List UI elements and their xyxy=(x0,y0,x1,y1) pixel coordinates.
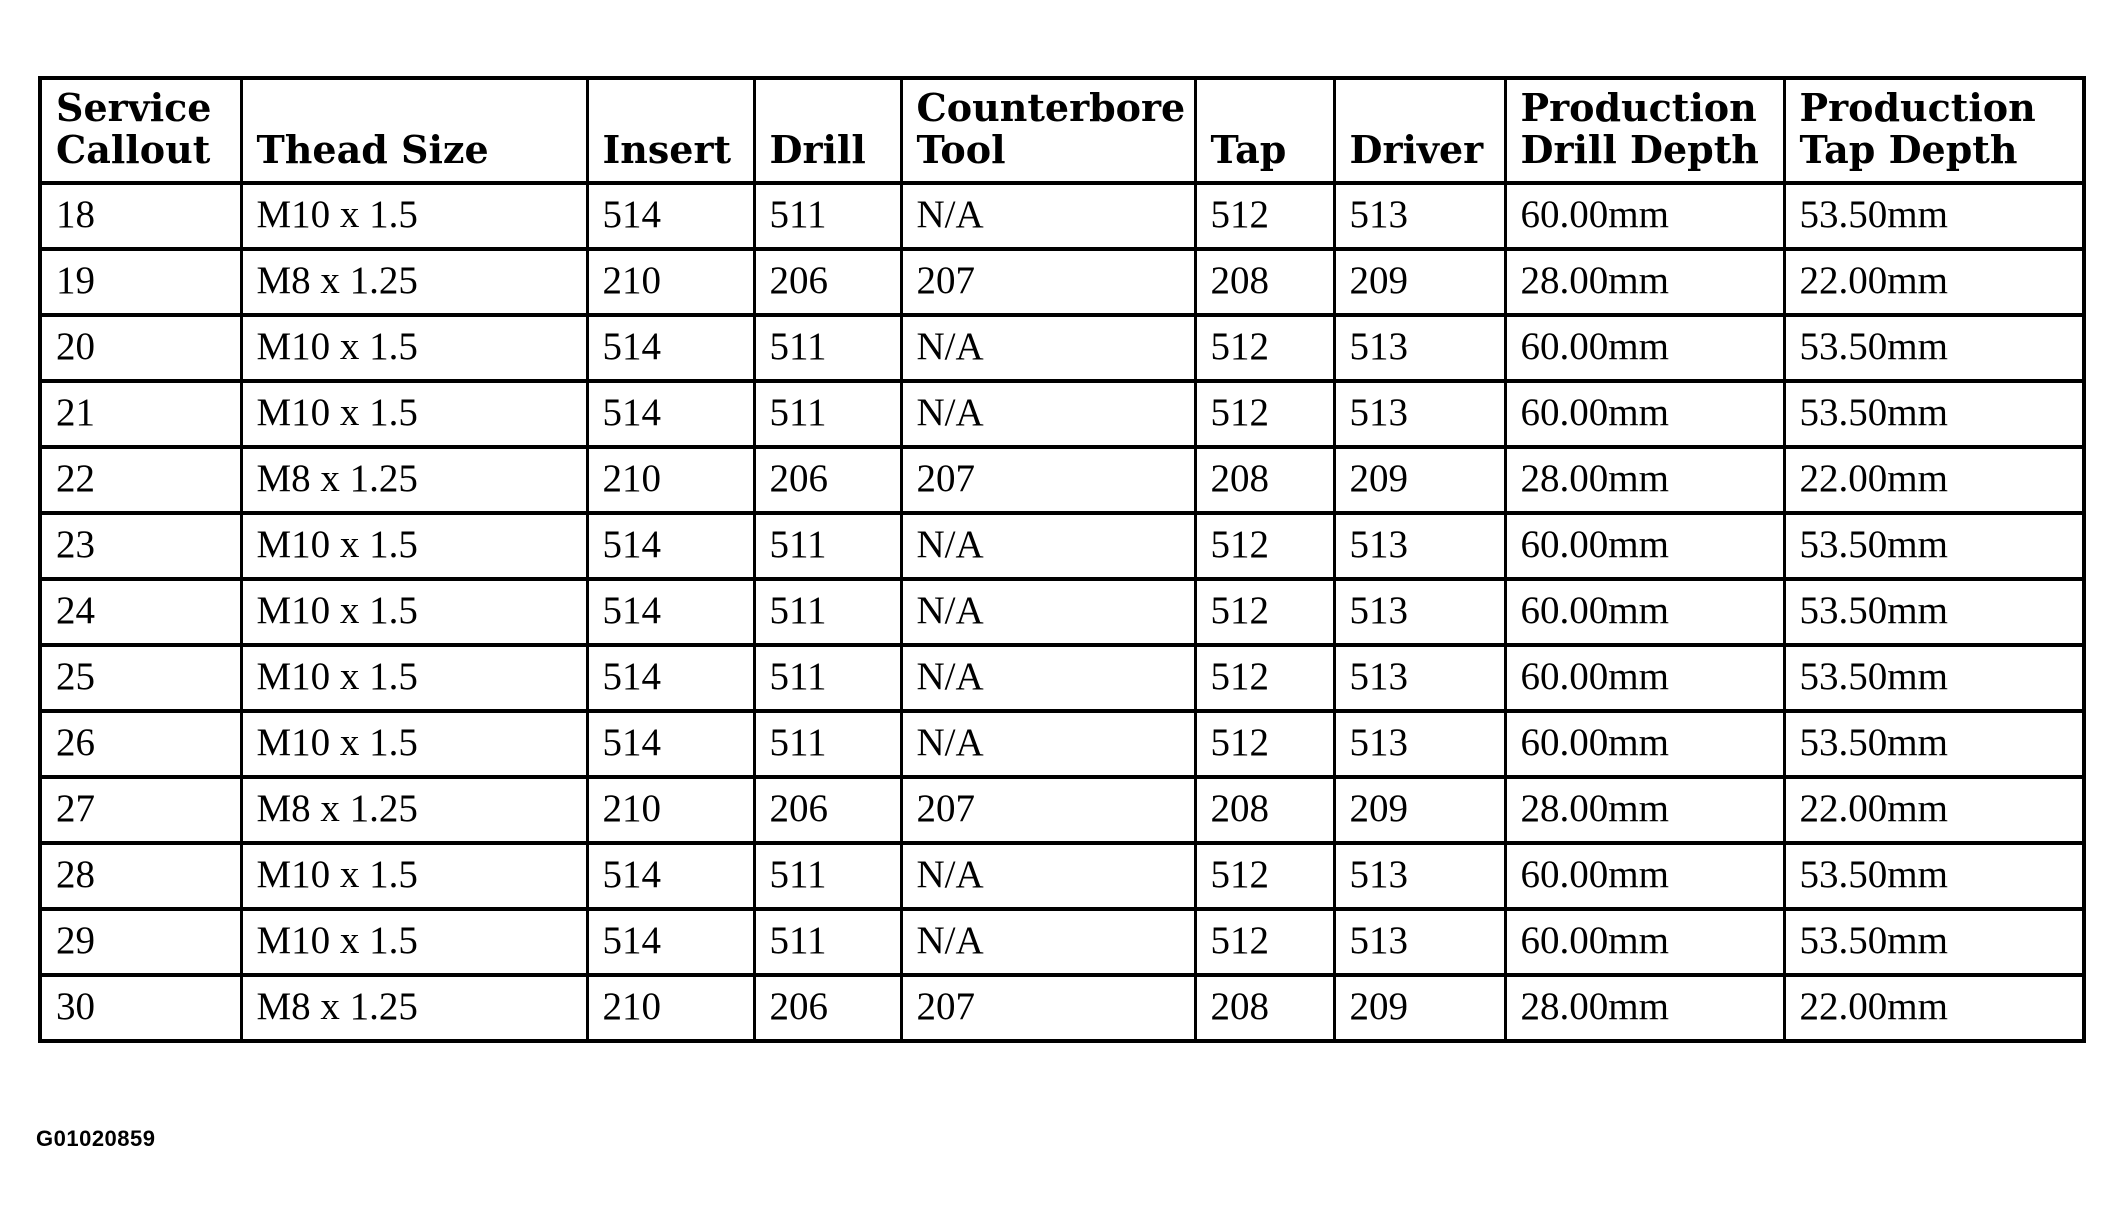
table-cell: M8 x 1.25 xyxy=(241,447,587,513)
table-cell: 28.00mm xyxy=(1505,975,1784,1041)
table-cell: N/A xyxy=(901,183,1195,249)
table-cell: 208 xyxy=(1195,975,1334,1041)
table-row xyxy=(40,381,2084,447)
column-header-label: Drill xyxy=(769,127,866,172)
table-cell: M10 x 1.5 xyxy=(241,711,587,777)
table-body xyxy=(40,183,2084,1041)
column-header xyxy=(587,78,754,183)
column-header xyxy=(241,78,587,183)
table-cell: 208 xyxy=(1195,777,1334,843)
table-cell: 29 xyxy=(40,909,241,975)
table-cell: 53.50mm xyxy=(1784,315,2084,381)
table-cell: 511 xyxy=(754,381,901,447)
table-cell: 60.00mm xyxy=(1505,843,1784,909)
table-cell: 514 xyxy=(587,183,754,249)
table-cell: 512 xyxy=(1195,711,1334,777)
table-cell: 53.50mm xyxy=(1784,183,2084,249)
table-cell: 511 xyxy=(754,315,901,381)
table-row xyxy=(40,183,2084,249)
table-cell: 513 xyxy=(1334,843,1505,909)
table-cell: 513 xyxy=(1334,315,1505,381)
table-cell: 511 xyxy=(754,645,901,711)
table-cell: M10 x 1.5 xyxy=(241,381,587,447)
table-cell: 511 xyxy=(754,711,901,777)
header-row xyxy=(40,78,2084,183)
table-cell: 26 xyxy=(40,711,241,777)
table-cell: 513 xyxy=(1334,183,1505,249)
table-cell: 21 xyxy=(40,381,241,447)
table-cell: 511 xyxy=(754,909,901,975)
table-cell: 206 xyxy=(754,975,901,1041)
table-cell: 60.00mm xyxy=(1505,513,1784,579)
table-cell: 514 xyxy=(587,513,754,579)
spec-table-container xyxy=(38,76,2082,1043)
table-cell: 209 xyxy=(1334,249,1505,315)
table-cell: 512 xyxy=(1195,183,1334,249)
table-row xyxy=(40,645,2084,711)
table-cell: 18 xyxy=(40,183,241,249)
table-row xyxy=(40,975,2084,1041)
table-cell: 207 xyxy=(901,447,1195,513)
table-cell: 209 xyxy=(1334,447,1505,513)
table-row xyxy=(40,843,2084,909)
table-cell: 28.00mm xyxy=(1505,249,1784,315)
table-cell: 513 xyxy=(1334,513,1505,579)
table-cell: 53.50mm xyxy=(1784,513,2084,579)
table-cell: 514 xyxy=(587,843,754,909)
table-cell: N/A xyxy=(901,645,1195,711)
table-cell: 208 xyxy=(1195,447,1334,513)
table-cell: 28.00mm xyxy=(1505,777,1784,843)
table-cell: 512 xyxy=(1195,909,1334,975)
column-header-label: Production Drill Depth xyxy=(1520,85,1759,172)
table-cell: 53.50mm xyxy=(1784,645,2084,711)
table-cell: 207 xyxy=(901,777,1195,843)
table-cell: 512 xyxy=(1195,315,1334,381)
table-row xyxy=(40,513,2084,579)
column-header-label: Insert xyxy=(602,127,732,172)
table-cell: 22.00mm xyxy=(1784,249,2084,315)
table-row xyxy=(40,447,2084,513)
table-row xyxy=(40,249,2084,315)
table-cell: M8 x 1.25 xyxy=(241,777,587,843)
table-cell: 514 xyxy=(587,579,754,645)
table-cell: 28.00mm xyxy=(1505,447,1784,513)
table-cell: 210 xyxy=(587,249,754,315)
table-cell: M10 x 1.5 xyxy=(241,843,587,909)
table-cell: 207 xyxy=(901,249,1195,315)
table-cell: 514 xyxy=(587,645,754,711)
table-row xyxy=(40,909,2084,975)
table-cell: 206 xyxy=(754,777,901,843)
table-cell: 512 xyxy=(1195,645,1334,711)
table-cell: 512 xyxy=(1195,513,1334,579)
table-cell: 23 xyxy=(40,513,241,579)
column-header xyxy=(754,78,901,183)
table-cell: M10 x 1.5 xyxy=(241,909,587,975)
table-cell: N/A xyxy=(901,909,1195,975)
table-cell: 53.50mm xyxy=(1784,909,2084,975)
column-header-label: Thead Size xyxy=(256,127,489,172)
table-cell: N/A xyxy=(901,843,1195,909)
table-cell: M10 x 1.5 xyxy=(241,513,587,579)
table-row xyxy=(40,711,2084,777)
table-row xyxy=(40,777,2084,843)
figure-id: G01020859 xyxy=(36,1126,156,1151)
table-cell: 513 xyxy=(1334,381,1505,447)
table-cell: N/A xyxy=(901,579,1195,645)
table-cell: 513 xyxy=(1334,909,1505,975)
table-cell: 22 xyxy=(40,447,241,513)
table-cell: 53.50mm xyxy=(1784,381,2084,447)
table-cell: 206 xyxy=(754,447,901,513)
table-cell: 28 xyxy=(40,843,241,909)
table-cell: 514 xyxy=(587,711,754,777)
table-cell: 210 xyxy=(587,447,754,513)
table-cell: 60.00mm xyxy=(1505,909,1784,975)
column-header xyxy=(1334,78,1505,183)
table-cell: M10 x 1.5 xyxy=(241,315,587,381)
table-cell: 210 xyxy=(587,777,754,843)
table-cell: 27 xyxy=(40,777,241,843)
column-header xyxy=(40,78,241,183)
column-header xyxy=(1505,78,1784,183)
table-cell: 22.00mm xyxy=(1799,984,1948,1028)
table-cell: 206 xyxy=(754,249,901,315)
table-cell: M8 x 1.25 xyxy=(241,975,587,1041)
column-header-label: Production Tap Depth xyxy=(1799,85,2036,172)
table-cell: 53.50mm xyxy=(1784,579,2084,645)
column-header xyxy=(1195,78,1334,183)
table-cell: 511 xyxy=(754,843,901,909)
table-cell: 512 xyxy=(1195,843,1334,909)
table-cell: 22.00mm xyxy=(1784,447,2084,513)
table-cell: N/A xyxy=(901,711,1195,777)
column-header-label: Tap xyxy=(1210,127,1287,172)
table-cell: 20 xyxy=(40,315,241,381)
table-row xyxy=(40,579,2084,645)
table-cell: 209 xyxy=(1334,975,1505,1041)
column-header-label: Counterbore Tool xyxy=(916,85,1186,172)
table-cell: 513 xyxy=(1334,579,1505,645)
table-cell: 514 xyxy=(587,315,754,381)
table-cell: 60.00mm xyxy=(1505,645,1784,711)
table-cell: 513 xyxy=(1334,711,1505,777)
column-header-label: Driver xyxy=(1349,127,1484,172)
table-cell: 53.50mm xyxy=(1784,843,2084,909)
table-cell: 22.00mm xyxy=(1784,777,2084,843)
table-cell: 60.00mm xyxy=(1505,579,1784,645)
table-cell: 207 xyxy=(901,975,1195,1041)
table-cell: M8 x 1.25 xyxy=(241,249,587,315)
table-cell: 60.00mm xyxy=(1505,381,1784,447)
column-header-label: Service Callout xyxy=(56,85,212,172)
table-cell: 512 xyxy=(1195,579,1334,645)
table-row xyxy=(40,315,2084,381)
table-cell: 209 xyxy=(1334,777,1505,843)
table-cell: 514 xyxy=(587,909,754,975)
table-cell: 210 xyxy=(587,975,754,1041)
table-cell: 512 xyxy=(1195,381,1334,447)
table-cell: 511 xyxy=(754,183,901,249)
table-cell: 30 xyxy=(40,975,241,1041)
table-cell: N/A xyxy=(901,513,1195,579)
table-cell: 514 xyxy=(587,381,754,447)
table-cell: M10 x 1.5 xyxy=(241,645,587,711)
table-cell: 511 xyxy=(754,579,901,645)
table-cell: 60.00mm xyxy=(1505,183,1784,249)
table-cell: M10 x 1.5 xyxy=(241,579,587,645)
table-cell: 19 xyxy=(40,249,241,315)
table-cell: N/A xyxy=(901,381,1195,447)
table-cell: 24 xyxy=(40,579,241,645)
table-cell: 25 xyxy=(40,645,241,711)
table-cell: N/A xyxy=(901,315,1195,381)
table-cell: 208 xyxy=(1195,249,1334,315)
column-header xyxy=(901,78,1195,183)
table-cell: 53.50mm xyxy=(1784,711,2084,777)
table-cell: 513 xyxy=(1334,645,1505,711)
table-cell: 511 xyxy=(754,513,901,579)
table-cell: M10 x 1.5 xyxy=(241,183,587,249)
spec-table xyxy=(38,76,2086,1043)
table-cell: 60.00mm xyxy=(1505,315,1784,381)
table-cell: 60.00mm xyxy=(1505,711,1784,777)
column-header xyxy=(1784,78,2084,183)
